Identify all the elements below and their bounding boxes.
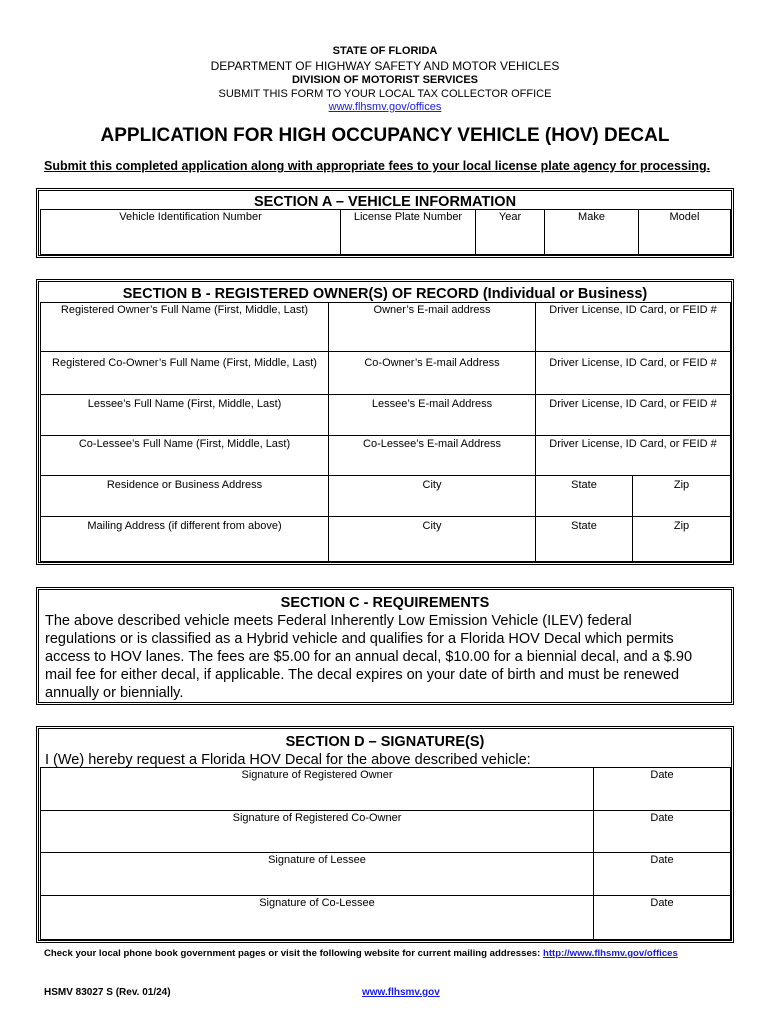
lessee-email-field[interactable] bbox=[328, 394, 536, 436]
offices-link-header bbox=[0, 101, 770, 114]
requirements-line: The above described vehicle meets Federal Inherently Low Emission Vehicle (ILEV) federal bbox=[45, 613, 632, 629]
requirements-line: annually or biennially. bbox=[45, 685, 184, 701]
mailing-address-label: Mailing Address (if different from above) bbox=[87, 520, 282, 532]
mailing-state-label: State bbox=[571, 520, 597, 532]
colessee-name-label: Co-Lessee’s Full Name (First, Middle, Last) bbox=[78, 438, 291, 450]
state-heading: STATE OF FLORIDA bbox=[332, 45, 438, 57]
owner-license-field[interactable] bbox=[535, 302, 731, 352]
lessee-date-label: Date bbox=[650, 854, 674, 866]
lessee-name-label: Lessee’s Full Name (First, Middle, Last) bbox=[87, 398, 282, 410]
coowner-license-label: Driver License, ID Card, or FEID # bbox=[549, 357, 717, 369]
residence-state-field[interactable] bbox=[535, 475, 633, 517]
vin-label: Vehicle Identification Number bbox=[119, 211, 262, 223]
section-c-title: SECTION C - REQUIREMENTS bbox=[280, 595, 490, 611]
residence-address-label: Residence or Business Address bbox=[106, 479, 263, 491]
colessee-signature-label: Signature of Co-Lessee bbox=[259, 897, 375, 909]
request-statement: I (We) hereby request a Florida HOV Decal for the above described vehicle: bbox=[45, 752, 531, 768]
footer-offices-link[interactable]: http://www.flhsmv.gov/offices bbox=[542, 948, 678, 959]
requirements-text bbox=[45, 612, 735, 702]
colessee-name-field[interactable] bbox=[40, 435, 329, 476]
lessee-email-label: Lessee’s E-mail Address bbox=[371, 398, 493, 410]
coowner-email-field[interactable] bbox=[328, 351, 536, 395]
plate-field[interactable] bbox=[340, 209, 476, 255]
form-title: APPLICATION FOR HIGH OCCUPANCY VEHICLE (HOV) DECAL bbox=[100, 125, 670, 146]
mailing-city-field[interactable] bbox=[328, 516, 536, 562]
vin-field[interactable] bbox=[40, 209, 341, 255]
coowner-signature-field[interactable] bbox=[40, 810, 594, 853]
residence-city-field[interactable] bbox=[328, 475, 536, 517]
model-label: Model bbox=[669, 211, 700, 223]
coowner-date-field[interactable] bbox=[593, 810, 731, 853]
submit-to-line: SUBMIT THIS FORM TO YOUR LOCAL TAX COLLECTOR OFFICE bbox=[218, 88, 552, 100]
residence-state-label: State bbox=[571, 479, 597, 491]
offices-url[interactable]: www.flhsmv.gov/offices bbox=[328, 101, 442, 113]
coowner-name-field[interactable] bbox=[40, 351, 329, 395]
footer-site-link[interactable]: www.flhsmv.gov bbox=[362, 987, 440, 998]
plate-label: License Plate Number bbox=[353, 211, 463, 223]
lessee-signature-label: Signature of Lessee bbox=[268, 854, 366, 866]
colessee-signature-field[interactable] bbox=[40, 895, 594, 940]
residence-zip-field[interactable] bbox=[632, 475, 731, 517]
department-heading: DEPARTMENT OF HIGHWAY SAFETY AND MOTOR VEHICLES bbox=[210, 59, 560, 73]
coowner-signature-label: Signature of Registered Co-Owner bbox=[232, 812, 402, 824]
make-label: Make bbox=[578, 211, 605, 223]
residence-city-label: City bbox=[422, 479, 442, 491]
mailing-address-field[interactable] bbox=[40, 516, 329, 562]
form-number: HSMV 83027 S (Rev. 01/24) bbox=[44, 987, 171, 998]
colessee-license-field[interactable] bbox=[535, 435, 731, 476]
section-a-title: SECTION A – VEHICLE INFORMATION bbox=[253, 194, 517, 210]
owner-signature-label: Signature of Registered Owner bbox=[241, 769, 393, 781]
year-label: Year bbox=[498, 211, 522, 223]
owner-email-field[interactable] bbox=[328, 302, 536, 352]
owner-date-label: Date bbox=[650, 769, 674, 781]
colessee-email-label: Co-Lessee’s E-mail Address bbox=[363, 438, 501, 450]
lessee-license-label: Driver License, ID Card, or FEID # bbox=[549, 398, 717, 410]
residence-zip-label: Zip bbox=[673, 479, 690, 491]
form-instruction: Submit this completed application along with appropriate fees to your local license plate agency for processing. bbox=[44, 159, 711, 173]
residence-address-field[interactable] bbox=[40, 475, 329, 517]
footer-note bbox=[44, 948, 744, 959]
owner-date-field[interactable] bbox=[593, 767, 731, 811]
requirements-line: access to HOV lanes. The fees are $5.00 for an annual decal, $10.00 for a biennial decal, and a $.90 bbox=[45, 649, 693, 665]
section-c bbox=[36, 587, 734, 705]
model-field[interactable] bbox=[638, 209, 731, 255]
owner-name-label: Registered Owner’s Full Name (First, Middle, Last) bbox=[60, 304, 309, 316]
coowner-email-label: Co-Owner’s E-mail Address bbox=[364, 357, 500, 369]
lessee-date-field[interactable] bbox=[593, 852, 731, 896]
owner-signature-field[interactable] bbox=[40, 767, 594, 811]
colessee-email-field[interactable] bbox=[328, 435, 536, 476]
mailing-city-label: City bbox=[422, 520, 442, 532]
requirements-line: mail fee for either decal, if applicable. The decal expires on your date of birth and must be renewed bbox=[45, 667, 680, 683]
footer-note-text: Check your local phone book government pages or visit the following website for current mailing addresses: bbox=[44, 948, 541, 959]
requirements-line: regulations or is classified as a Hybrid vehicle and qualifies for a Florida HOV Decal which permits bbox=[45, 631, 674, 647]
lessee-license-field[interactable] bbox=[535, 394, 731, 436]
lessee-name-field[interactable] bbox=[40, 394, 329, 436]
colessee-date-field[interactable] bbox=[593, 895, 731, 940]
coowner-license-field[interactable] bbox=[535, 351, 731, 395]
mailing-zip-label: Zip bbox=[673, 520, 690, 532]
make-field[interactable] bbox=[544, 209, 639, 255]
section-d-title: SECTION D – SIGNATURE(S) bbox=[285, 734, 485, 750]
year-field[interactable] bbox=[475, 209, 545, 255]
owner-name-field[interactable] bbox=[40, 302, 329, 352]
coowner-date-label: Date bbox=[650, 812, 674, 824]
colessee-license-label: Driver License, ID Card, or FEID # bbox=[549, 438, 717, 450]
section-b-title: SECTION B - REGISTERED OWNER(S) OF RECORD (Individual or Business) bbox=[122, 286, 648, 302]
owner-license-label: Driver License, ID Card, or FEID # bbox=[549, 304, 717, 316]
colessee-date-label: Date bbox=[650, 897, 674, 909]
lessee-signature-field[interactable] bbox=[40, 852, 594, 896]
coowner-name-label: Registered Co-Owner’s Full Name (First, Middle, Last) bbox=[52, 357, 317, 369]
mailing-state-field[interactable] bbox=[535, 516, 633, 562]
owner-email-label: Owner’s E-mail address bbox=[373, 304, 491, 316]
mailing-zip-field[interactable] bbox=[632, 516, 731, 562]
division-heading: DIVISION OF MOTORIST SERVICES bbox=[291, 74, 478, 86]
